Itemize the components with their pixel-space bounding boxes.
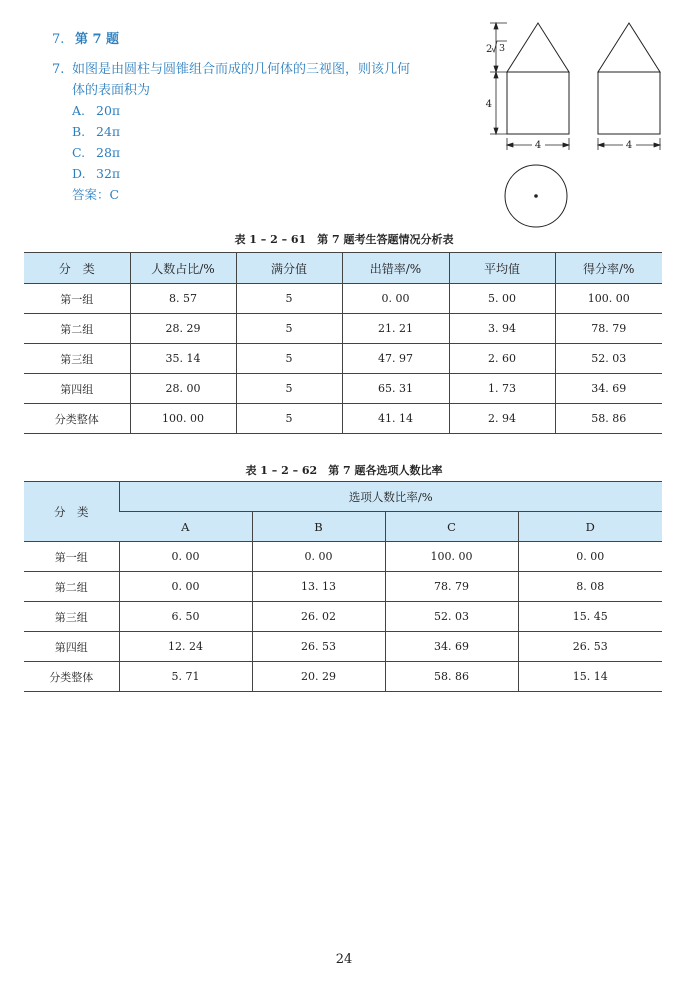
table-row: 第三组 35. 14 5 47. 97 2. 60 52. 03: [24, 344, 662, 374]
question-number: 7.: [52, 62, 65, 77]
table2-category-header: 分 类: [24, 482, 119, 542]
table1-header: 出错率/%: [342, 253, 449, 284]
question-line-1: [52, 59, 452, 80]
section-heading: [52, 28, 119, 47]
answer-options: [72, 100, 120, 205]
table2-option-header: B: [252, 512, 385, 542]
option-a: A. 20π: [72, 103, 121, 118]
question-stem-2: 体的表面积为: [72, 83, 151, 98]
table-row: 第三组 6. 50 26. 02 52. 03 15. 45: [24, 602, 662, 632]
cone-height-label: 2: [486, 44, 493, 55]
cylinder-height-label: 4: [485, 99, 492, 110]
table2-option-header: D: [518, 512, 662, 542]
table1-header: 分 类: [24, 253, 130, 284]
table1-header-row: [24, 253, 662, 284]
table2-group-header: 选项人数比率/%: [119, 482, 662, 512]
table-row: 第一组 8. 57 5 0. 00 5. 00 100. 00: [24, 284, 662, 314]
table-row: 第二组 28. 29 5 21. 21 3. 94 78. 79: [24, 314, 662, 344]
option-ratio-table: [24, 481, 662, 692]
side-view-cylinder: [598, 72, 660, 134]
table2-header-row: [24, 482, 662, 512]
front-view-cone: [507, 23, 569, 72]
table1-header: 得分率/%: [555, 253, 662, 284]
section-title: 第 7 题: [74, 32, 120, 47]
table2-option-header: A: [119, 512, 252, 542]
question-stem-1: 如图是由圆柱与圆锥组合而成的几何体的三视图，则该几何: [72, 62, 411, 77]
table-row: 分类整体 100. 00 5 41. 14 2. 94 58. 86: [24, 404, 662, 434]
table2-option-header-row: [24, 512, 662, 542]
section-number: 7.: [52, 32, 65, 47]
table-row: 第四组 12. 24 26. 53 34. 69 26. 53: [24, 632, 662, 662]
table-row: 第一组 0. 00 0. 00 100. 00 0. 00: [24, 542, 662, 572]
table1-header: 平均值: [449, 253, 555, 284]
table1-header: 人数占比/%: [130, 253, 236, 284]
table-row: 第二组 0. 00 13. 13 78. 79 8. 08: [24, 572, 662, 602]
side-view-cone: [598, 23, 660, 72]
option-d: D. 32π: [72, 166, 121, 181]
three-view-figure: [470, 18, 680, 233]
option-b: B. 24π: [72, 124, 121, 139]
question-text: [52, 59, 452, 101]
option-c: C. 28π: [72, 145, 121, 160]
answer-text: 答案：C: [72, 187, 120, 202]
side-width-label: 4: [625, 140, 633, 151]
table2-option-header: C: [385, 512, 518, 542]
page-number: 24: [335, 952, 353, 967]
table1-caption: 表 1 – 2 – 61 第 7 题考生答题情况分析表: [234, 233, 454, 246]
top-view-center-dot: [534, 194, 538, 198]
answer-analysis-table: [24, 252, 662, 434]
front-width-label: 4: [534, 140, 542, 151]
table2-caption: 表 1 – 2 – 62 第 7 题各选项人数比率: [245, 464, 443, 477]
table1-header: 满分值: [236, 253, 342, 284]
table-row: 第四组 28. 00 5 65. 31 1. 73 34. 69: [24, 374, 662, 404]
table-row: 分类整体 5. 71 20. 29 58. 86 15. 14: [24, 662, 662, 692]
cone-height-radical: 3: [499, 43, 506, 54]
front-view-cylinder: [507, 72, 569, 134]
